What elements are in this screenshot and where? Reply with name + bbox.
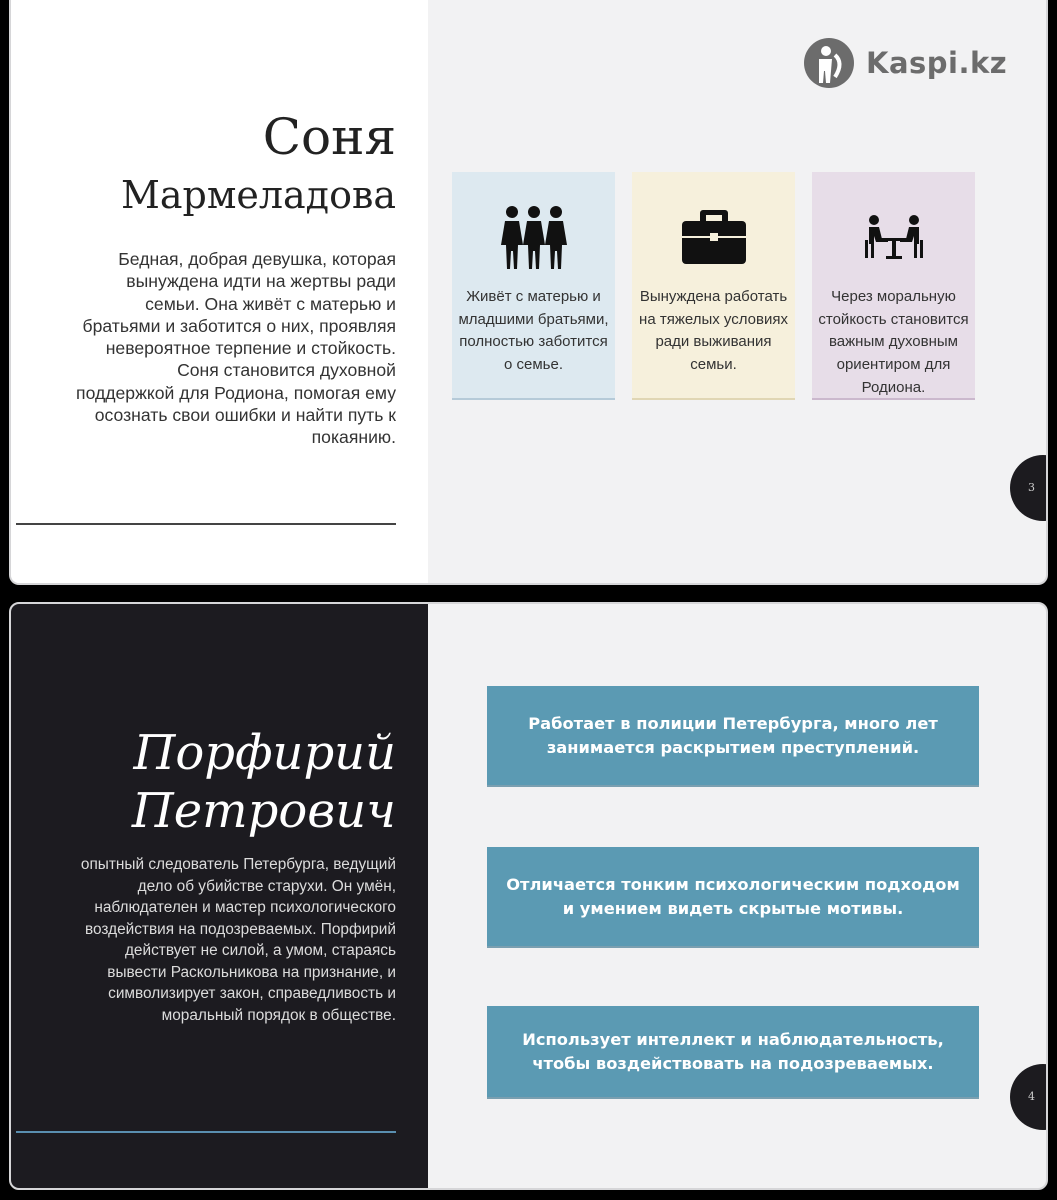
page-number-badge: 3 <box>1010 455 1048 521</box>
info-card-text: Живёт с матерью и младшими братьями, полностью заботится о семье. <box>458 288 609 374</box>
slide-4 <box>9 602 1048 1190</box>
point-box: Работает в полиции Петербурга, много лет занимается раскрытием преступлений. <box>487 686 979 787</box>
slide-3-divider <box>16 523 396 525</box>
slide-4-divider <box>16 1131 396 1133</box>
briefcase-icon <box>632 202 795 272</box>
kaspi-logo-text: Kaspi.kz <box>866 46 1008 80</box>
slide-3-description: Бедная, добрая девушка, которая вынуждена идти на жертвы ради семьи. Она живёт с матерью и братьями и заботится о них, проявляя невероятное терпение и стойкость. Соня становится духовной поддержкой для Родиона, помогая ему осознать свои ошибки и найти путь к покаянию. <box>76 249 396 448</box>
slide-4-description: опытный следователь Петербурга, ведущий дело об убийстве старухи. Он умён, наблюдателен и мастер психологического воздействия на подозреваемых. Порфирий действует не силой, а умом, стараясь вывести Раскольникова на признание, и символизирует закон, справедливость и моральный порядок в обществе. <box>80 856 396 1024</box>
kaspi-logo-icon <box>804 38 854 88</box>
people-table-icon <box>812 202 975 272</box>
slide-3-left-panel <box>11 0 428 583</box>
point-box: Использует интеллект и наблюдательность, чтобы воздействовать на подозреваемых. <box>487 1006 979 1099</box>
point-box: Отличается тонким психологическим подходом и умением видеть скрытые мотивы. <box>487 847 979 948</box>
info-card-text: Через моральную стойкость становится важным духовным ориентиром для Родиона. <box>818 288 969 396</box>
slide-3-title <box>120 108 396 217</box>
info-card-text: Вынуждена работать на тяжелых условиях ради выживания семьи. <box>639 288 788 374</box>
slide-3-title-line1: Соня <box>262 108 396 166</box>
info-card-support <box>812 172 975 400</box>
slide-3 <box>9 0 1048 585</box>
slide-4-title <box>132 724 396 840</box>
slide-4-title-line1: Порфирий <box>133 725 396 781</box>
slide-4-title-line2: Петрович <box>131 783 396 839</box>
family-icon <box>452 202 615 272</box>
slide-3-title-line2: Мармеладова <box>120 173 396 217</box>
info-card-family <box>452 172 615 400</box>
kaspi-logo <box>804 38 1007 88</box>
slide-4-left-panel <box>11 604 428 1188</box>
page-number-badge: 4 <box>1010 1064 1048 1130</box>
info-card-work <box>632 172 795 400</box>
